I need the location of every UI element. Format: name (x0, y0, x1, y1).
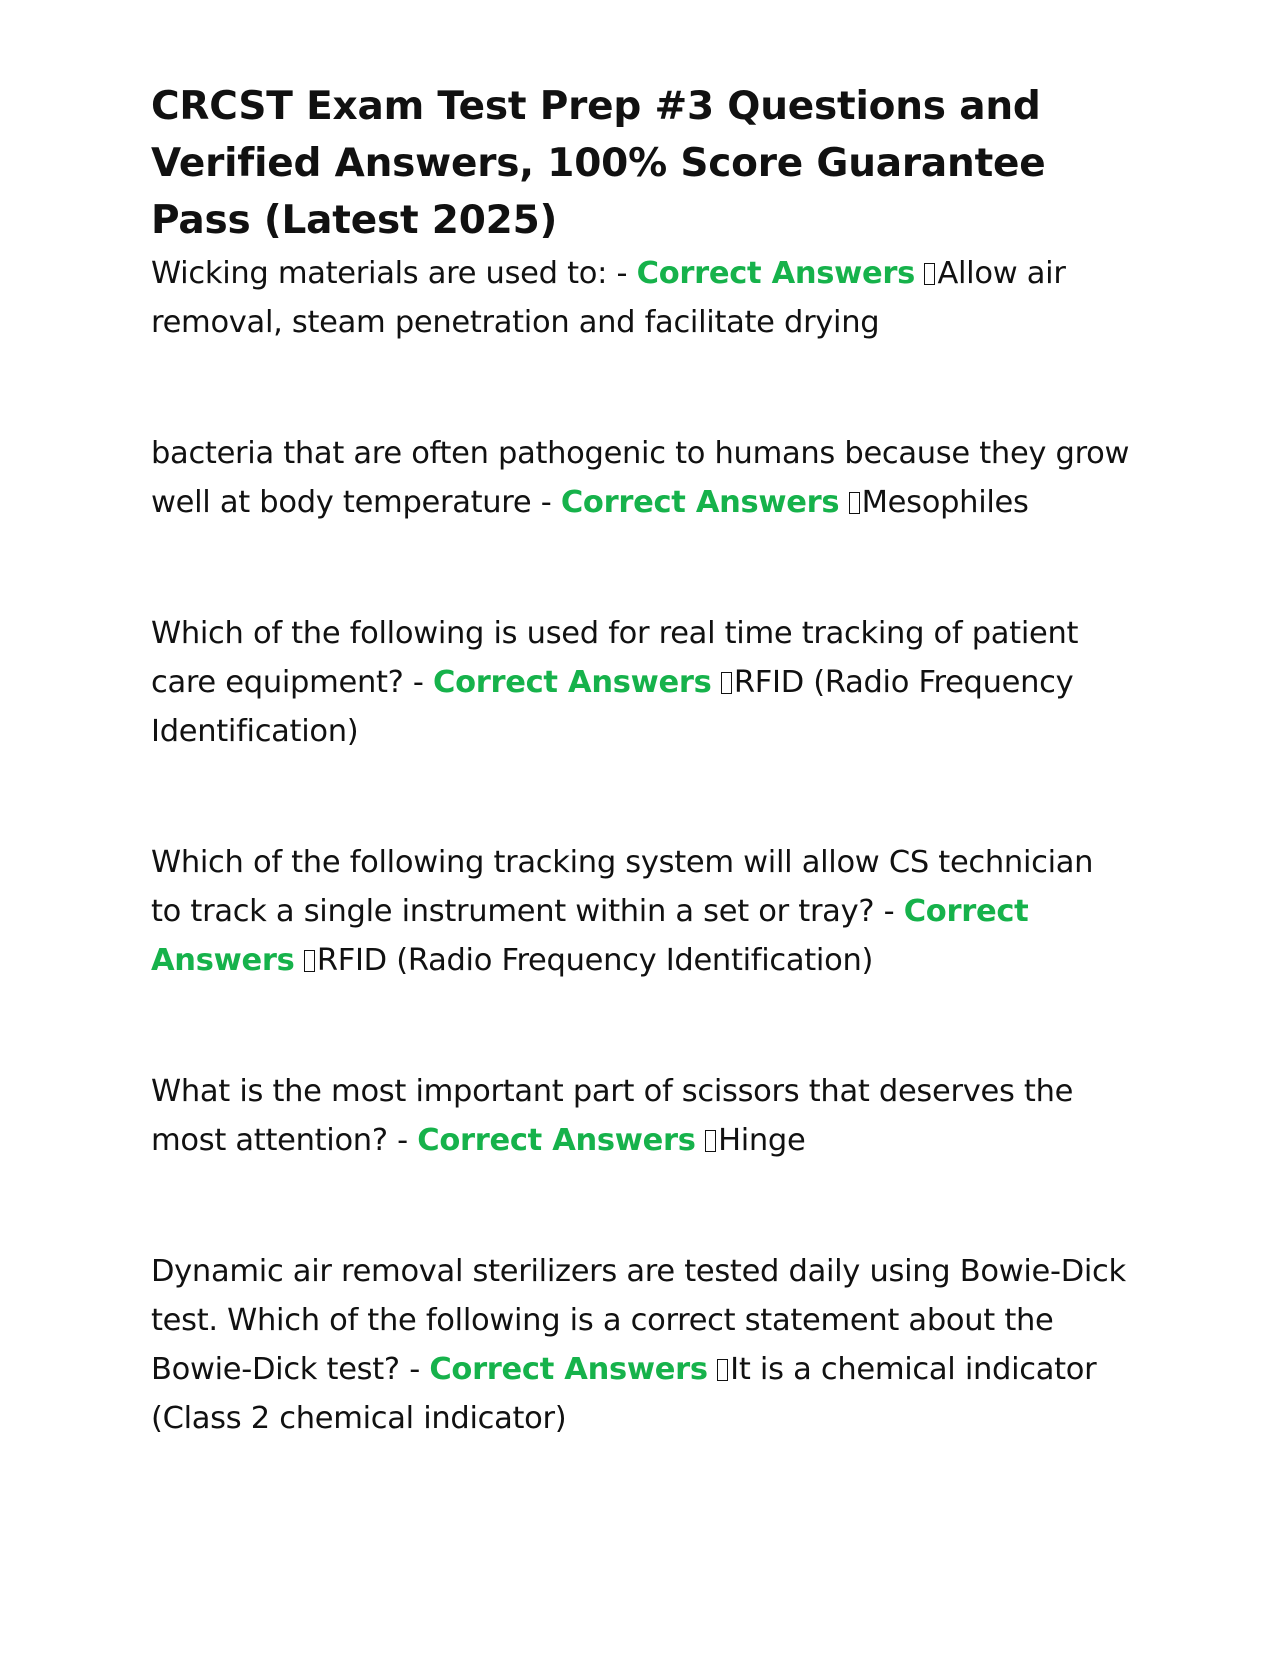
qa-list (151, 249, 1131, 1443)
qa-item (151, 249, 1131, 347)
question-text: bacteria that are often pathogenic to humans because they grow well at body temperature (151, 436, 1130, 520)
document-page (151, 78, 1131, 1443)
correct-answers-label: Correct Answers (636, 256, 916, 291)
separator: - (531, 485, 561, 520)
separator: - (403, 665, 434, 700)
correct-answers-label: Correct Answers (151, 894, 1029, 978)
qa-item (151, 1067, 1131, 1165)
answer-text: Allow air removal, steam penetration and facilitate drying (151, 256, 1066, 340)
question-text: Which of the following tracking system will allow CS technician to track a single instrument within a set or tray? (151, 845, 1094, 929)
answer-text: RFID (Radio Frequency Identification) (316, 943, 874, 978)
qa-item (151, 429, 1131, 527)
document-title: CRCST Exam Test Prep #3 Questions and Verified Answers, 100% Score Guarantee Pass (Latest 2025) (151, 84, 1046, 243)
missing-glyph-icon (304, 950, 315, 972)
separator: - (399, 1352, 430, 1387)
answer-text: It is a chemical indicator (Class 2 chemical indicator) (151, 1352, 1097, 1436)
question-text: What is the most important part of scissors that deserves the most attention? (151, 1074, 1074, 1158)
missing-glyph-icon (721, 672, 732, 694)
answer-text: Mesophiles (861, 485, 1029, 520)
missing-glyph-icon (924, 263, 935, 285)
correct-answers-label: Correct Answers (429, 1352, 708, 1387)
missing-glyph-icon (705, 1130, 716, 1152)
separator: - (874, 894, 904, 929)
question-text: Dynamic air removal sterilizers are tested daily using Bowie-Dick test. Which of the following is a correct statement about the Bowie-Dick test? (151, 1254, 1126, 1387)
question-text: Wicking materials are used to: (151, 256, 608, 291)
correct-answers-label: Correct Answers (560, 485, 840, 520)
separator: - (607, 256, 637, 291)
qa-item (151, 609, 1131, 756)
qa-item (151, 1247, 1131, 1443)
separator: - (387, 1123, 418, 1158)
answer-text: RFID (Radio Frequency Identification) (151, 665, 1074, 749)
question-text: Which of the following is used for real time tracking of patient care equipment? (151, 616, 1079, 700)
missing-glyph-icon (717, 1359, 728, 1381)
answer-text: Hinge (718, 1123, 806, 1158)
correct-answers-label: Correct Answers (433, 665, 712, 700)
correct-answers-label: Correct Answers (417, 1123, 696, 1158)
qa-item (151, 838, 1131, 985)
missing-glyph-icon (849, 492, 860, 514)
